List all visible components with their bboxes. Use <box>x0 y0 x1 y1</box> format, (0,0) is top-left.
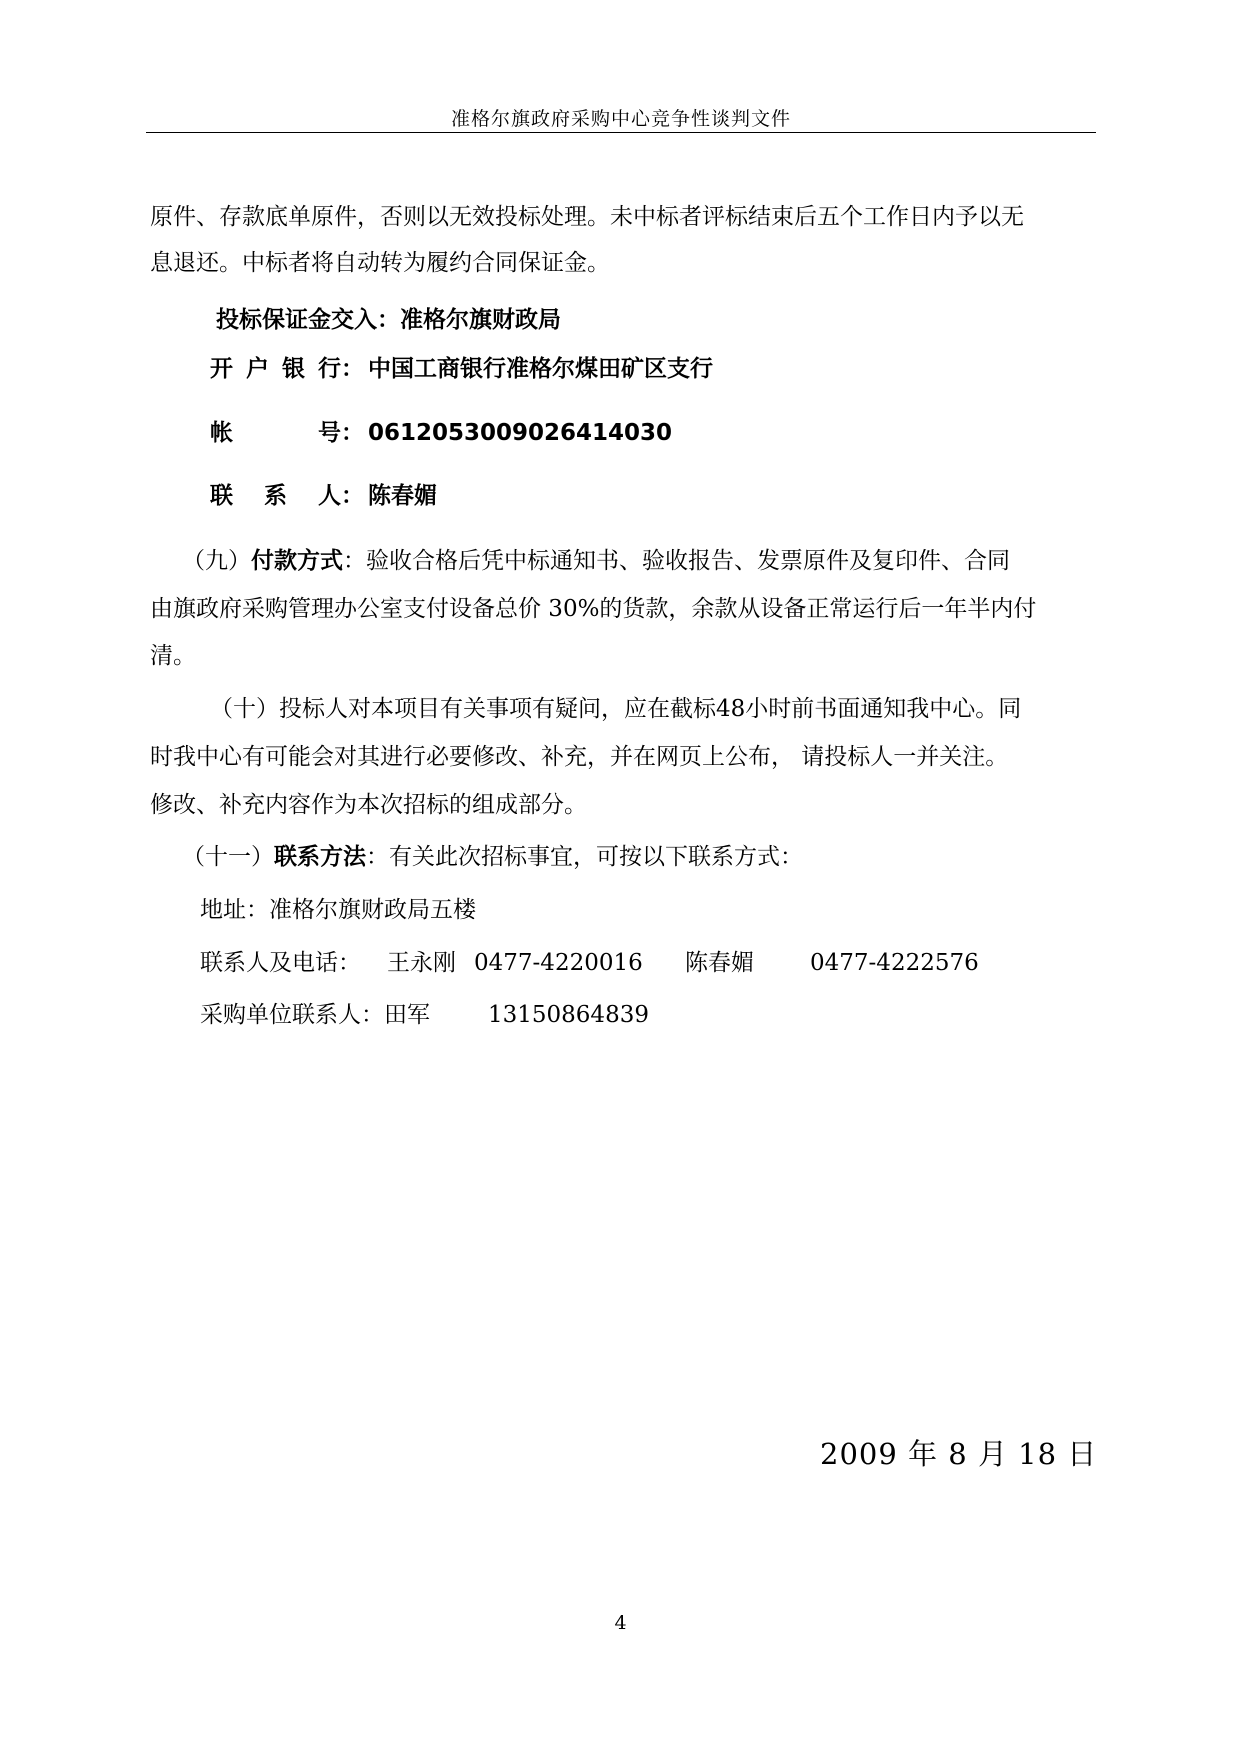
buyer-contact-label: 采购单位联系人：田军 <box>200 1002 430 1028</box>
date-year: 2009 <box>820 1437 898 1471</box>
bank-open-value: 中国工商银行准格尔煤田矿区支行 <box>368 356 713 382</box>
date-day: 18 <box>1018 1437 1058 1471</box>
date-year-unit: 年 <box>908 1437 939 1471</box>
payment-title: 付款方式 <box>251 548 343 574</box>
contact-phone-1: 0477-4220016 <box>474 950 643 976</box>
payment-line-2: 由旗政府采购管理办公室支付设备总价 30%的货款，余款从设备正常运行后一年半内付 <box>150 596 1037 622</box>
header-rule <box>146 132 1096 133</box>
payment-rest: ：验收合格后凭中标通知书、验收报告、发票原件及复印件、合同 <box>343 548 1010 574</box>
paragraph-line: 息退还。中标者将自动转为履约合同保证金。 <box>150 250 610 276</box>
bank-account-value: 0612053009026414030 <box>368 420 673 446</box>
contact-rest: ：有关此次招标事宜，可按以下联系方式： <box>366 844 803 870</box>
date-month-unit: 月 <box>977 1437 1008 1471</box>
contact-address: 地址：准格尔旗财政局五楼 <box>200 897 476 923</box>
contact-title: 联系方法 <box>274 844 366 870</box>
contact-phone-2: 0477-4222576 <box>810 950 979 976</box>
deposit-line: 投标保证金交入：准格尔旗财政局 <box>216 307 561 333</box>
inquiry-line-2: 时我中心有可能会对其进行必要修改、补充，并在网页上公布， 请投标人一并关注。 <box>150 744 1009 770</box>
bank-account-label: 帐 号： <box>210 420 364 446</box>
buyer-contact-phone: 13150864839 <box>488 1002 649 1028</box>
contact-phone-label: 联系人及电话： <box>200 950 361 976</box>
date-day-unit: 日 <box>1067 1437 1098 1471</box>
contact-prefix: （十一） <box>182 844 274 870</box>
buyer-contact-line <box>200 1000 800 1030</box>
contact-person-1: 王永刚 <box>387 950 456 976</box>
page-header-title: 准格尔旗政府采购中心竞争性谈判文件 <box>450 108 791 130</box>
contact-person-2: 陈春媚 <box>685 950 754 976</box>
bank-contact-label: 联 系 人： <box>210 483 364 509</box>
contact-phone-line <box>200 948 1000 978</box>
contact-heading-line <box>182 842 803 872</box>
bank-open-label: 开 户 银 行： <box>210 356 364 382</box>
document-date <box>820 1432 1097 1473</box>
payment-line-1 <box>182 546 1010 576</box>
payment-line-3: 清。 <box>150 643 196 669</box>
inquiry-line-1: （十）投标人对本项目有关事项有疑问，应在截标48小时前书面通知我中心。同 <box>210 696 1022 722</box>
paragraph-line: 原件、存款底单原件，否则以无效投标处理。未中标者评标结束后五个工作日内予以无 <box>150 204 1024 230</box>
payment-prefix: （九） <box>182 548 251 574</box>
date-month: 8 <box>948 1437 968 1471</box>
inquiry-line-3: 修改、补充内容作为本次招标的组成部分。 <box>150 792 587 818</box>
bank-contact-value: 陈春媚 <box>368 483 437 509</box>
page-number: 4 <box>614 1612 627 1634</box>
